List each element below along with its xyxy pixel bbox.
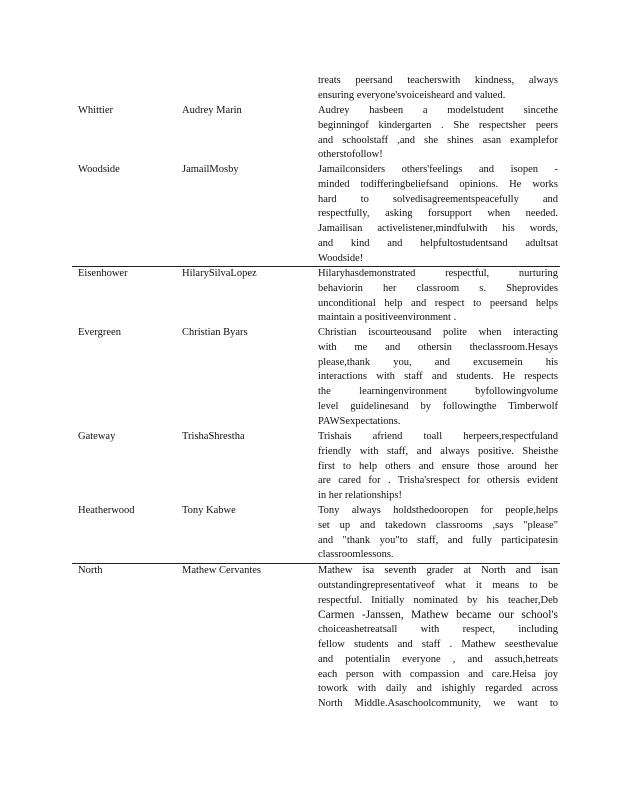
text-line: towork with daily and ishighly regarded across xyxy=(318,683,558,695)
text-line: minded todifferingbeliefsand opinions. He works xyxy=(318,178,558,190)
text-line: Christian iscourteousand polite when interacting xyxy=(318,327,558,338)
text-line: maintain a positiveenvironment . xyxy=(318,312,457,324)
nomination-text xyxy=(318,74,558,104)
text-line: Jamailconsiders others'feelings and isopen - xyxy=(318,164,558,175)
text-line: and "thank you"to staff, and fully participatesin xyxy=(318,534,558,546)
text-line: Audrey hasbeen a modelstudent sincethe xyxy=(318,105,558,116)
school-name: Woodside xyxy=(78,164,120,175)
text-line: beginningof kindergarten . She respectsher peers xyxy=(318,119,558,131)
school-name: Whittier xyxy=(78,105,113,116)
text-line: fellow students and staff . Mathew seesthevalue xyxy=(318,638,558,650)
text-line: Woodside! xyxy=(318,252,364,264)
text-line: treats peersand teacherswith kindness, always xyxy=(318,75,558,86)
text-line: hard to solvedisagreementspeacefully and xyxy=(318,193,558,205)
student-name: TrishaShrestha xyxy=(182,431,245,442)
text-line: first to help others and ensure those around her xyxy=(318,460,558,472)
text-line: otherstofollow! xyxy=(318,149,383,161)
text-line: Hilaryhasdemonstrated respectful, nurturing xyxy=(318,268,558,279)
nomination-text xyxy=(318,267,558,326)
school-name: Evergreen xyxy=(78,327,121,338)
student-name: Mathew Cervantes xyxy=(182,565,262,576)
nomination-text xyxy=(318,564,558,712)
text-line: Mathew isa seventh grader at North and isan xyxy=(318,565,558,576)
text-line: the learningenvironment byfollowingvolume xyxy=(318,386,558,398)
text-line: with me and othersin theclassroom.Hesays xyxy=(318,341,558,353)
student-name: HilarySilvaLopez xyxy=(182,268,257,279)
text-line: PAWSexpectations. xyxy=(318,415,401,427)
nomination-text xyxy=(318,163,558,267)
text-line: level guidelinesand by followingthe Timberwolf xyxy=(318,400,558,412)
text-line: in her relationships! xyxy=(318,490,402,502)
text-line: ensuring everyone'svoiceisheard and valued. xyxy=(318,89,506,101)
student-name: Audrey Marin xyxy=(182,105,242,116)
text-line: interactions with staff and students. He respects xyxy=(318,371,558,383)
text-line: Trishais afriend toall herpeers,respectfuland xyxy=(318,431,558,442)
school-name: Eisenhower xyxy=(78,268,128,279)
text-line: please,thank you, and excusemein his xyxy=(318,356,558,368)
text-line: and schoolstaff ,and she shines asan examplefor xyxy=(318,134,558,146)
text-line: respectful. Initially nominated by his teacher,Deb xyxy=(318,594,558,606)
text-line: each person with compassion and care.Heisa joy xyxy=(318,668,558,680)
text-line: set up and takedown classrooms ,says "please" xyxy=(318,519,558,531)
text-line: North Middle.Asaschoolcommunity, we want to xyxy=(318,698,558,710)
student-name: Tony Kabwe xyxy=(182,505,236,516)
text-line: are cared for . Trisha'srespect for othersis evident xyxy=(318,475,558,487)
text-line: choiceashetreatsall with respect, including xyxy=(318,624,558,636)
student-name: Christian Byars xyxy=(182,327,248,338)
nomination-text xyxy=(318,504,558,563)
text-line: friendly with staff, and always positive. Sheisthe xyxy=(318,445,558,457)
student-name: JamailMosby xyxy=(182,164,239,175)
text-line: respectfully, asking forsupport when needed. xyxy=(318,208,558,220)
school-name: North xyxy=(78,565,103,576)
text-line: unconditional help and respect to peersand helps xyxy=(318,297,558,309)
text-line: behaviorin her classroom s. Sheprovides xyxy=(318,282,558,294)
text-line: and kind and helpfultostudentsand adultsat xyxy=(318,237,558,249)
text-line: classroomlessons. xyxy=(318,549,394,561)
nomination-text xyxy=(318,326,558,430)
nomination-text xyxy=(318,104,558,163)
text-line: Tony always holdsthedooropen for people,helps xyxy=(318,505,558,516)
text-line: Jamailisan activelistener,mindfulwith his words, xyxy=(318,223,558,235)
school-name: Gateway xyxy=(78,431,116,442)
nomination-text xyxy=(318,430,558,504)
text-line: Carmen -Janssen, Mathew became our school's xyxy=(318,609,558,622)
school-name: Heatherwood xyxy=(78,505,135,516)
text-line: outstandingrepresentativeof what it means to be xyxy=(318,579,558,591)
text-line: and potentialin everyone , and assuch,hetreats xyxy=(318,653,558,665)
